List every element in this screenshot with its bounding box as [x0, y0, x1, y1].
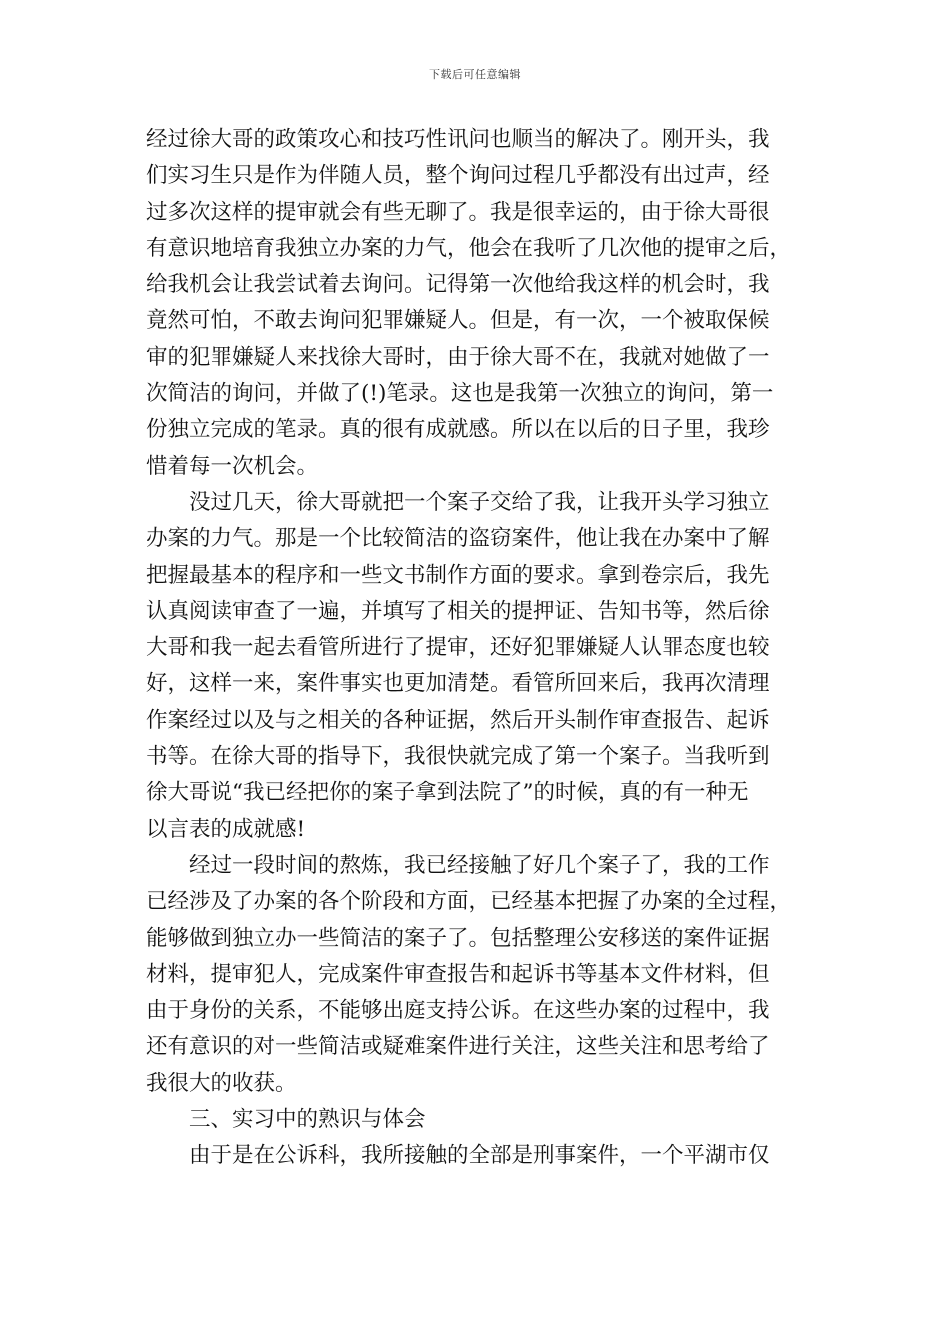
- page-header: 下载后可任意编辑: [429, 68, 521, 81]
- text-line: 作案经过以及与之相关的各种证据，然后开头制作审查报告、起诉: [146, 707, 770, 733]
- text-line: 们实习生只是作为伴随人员，整个询问过程几乎都没有出过声，经: [146, 163, 770, 189]
- text-line: 次简洁的询问，并做了(!)笔录。这也是我第一次独立的询问，第一: [146, 381, 774, 407]
- text-line: 审的犯罪嫌疑人来找徐大哥时，由于徐大哥不在，我就对她做了一: [146, 344, 770, 370]
- section-heading: 三、实习中的熟识与体会: [189, 1107, 426, 1133]
- text-line: 竟然可怕，不敢去询问犯罪嫌疑人。但是，有一次，一个被取保候: [146, 308, 770, 334]
- text-line: 把握最基本的程序和一些文书制作方面的要求。拿到卷宗后，我先: [146, 562, 770, 588]
- text-line: 材料，提审犯人，完成案件审查报告和起诉书等基本文件材料，但: [146, 961, 770, 987]
- text-line: 大哥和我一起去看管所进行了提审，还好犯罪嫌疑人认罪态度也较: [146, 635, 770, 661]
- paragraph-start-line: 由于是在公诉科，我所接触的全部是刑事案件，一个平湖市仅: [189, 1143, 770, 1169]
- text-line: 有意识地培育我独立办案的力气，他会在我听了几次他的提审之后，: [146, 235, 792, 261]
- text-line: 经过徐大哥的政策攻心和技巧性讯问也顺当的解决了。刚开头，我: [146, 127, 770, 152]
- text-line: 给我机会让我尝试着去询问。记得第一次他给我这样的机会时，我: [146, 272, 770, 298]
- text-line: 过多次这样的提审就会有些无聊了。我是很幸运的，由于徐大哥很: [146, 199, 770, 225]
- text-line: 好，这样一来，案件事实也更加清楚。看管所回来后，我再次清理: [146, 671, 770, 697]
- paragraph-start-line: 经过一段时间的熬炼，我已经接触了好几个案子了，我的工作: [189, 852, 770, 878]
- text-line: 份独立完成的笔录。真的很有成就感。所以在以后的日子里，我珍: [146, 417, 770, 443]
- text-line: 由于身份的关系，不能够出庭支持公诉。在这些办案的过程中，我: [146, 998, 770, 1024]
- text-line: 办案的力气。那是一个比较简洁的盗窃案件，他让我在办案中了解: [146, 526, 770, 552]
- text-line: 我很大的收获。: [146, 1070, 297, 1096]
- text-line: 已经涉及了办案的各个阶段和方面，已经基本把握了办案的全过程，: [146, 889, 792, 915]
- text-line: 能够做到独立办一些简洁的案子了。包括整理公安移送的案件证据: [146, 925, 770, 951]
- text-line: 认真阅读审查了一遍，并填写了相关的提押证、告知书等，然后徐: [146, 598, 770, 624]
- text-line: 徐大哥说“我已经把你的案子拿到法院了”的时候，真的有一种无: [146, 780, 749, 806]
- text-line: 惜着每一次机会。: [146, 453, 319, 479]
- text-line: 书等。在徐大哥的指导下，我很快就完成了第一个案子。当我听到: [146, 744, 770, 770]
- paragraph-start-line: 没过几天，徐大哥就把一个案子交给了我，让我开头学习独立: [189, 489, 770, 515]
- text-line: 还有意识的对一些简洁或疑难案件进行关注，这些关注和思考给了: [146, 1034, 770, 1060]
- document-body: [146, 122, 806, 1175]
- text-line: 以言表的成就感!: [146, 816, 306, 842]
